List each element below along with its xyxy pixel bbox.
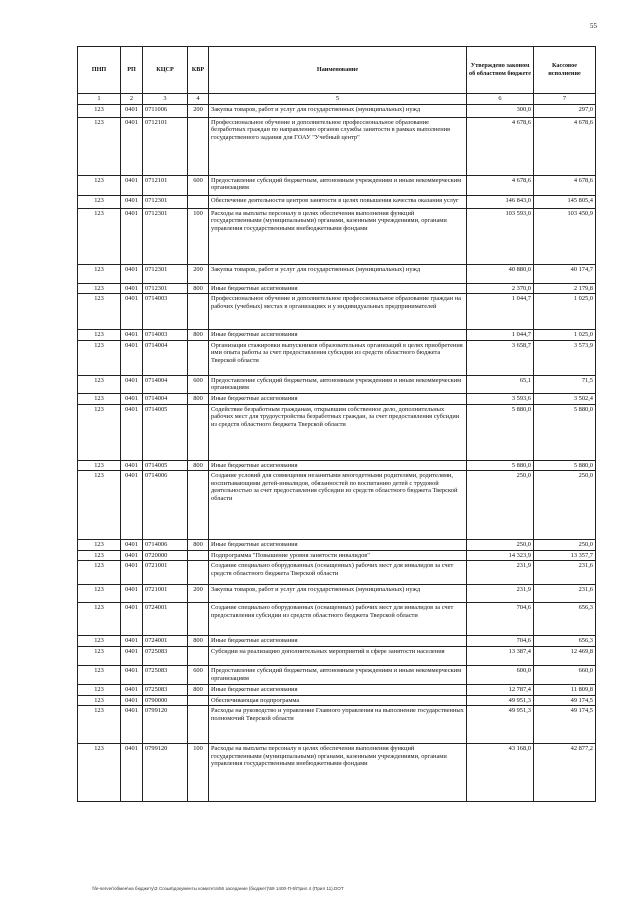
cell-kcsr: 0712301	[143, 208, 188, 264]
col-header-kcsr: КЦСР	[143, 47, 188, 94]
cell-cash: 5 880,0	[534, 404, 596, 460]
cell-name: Иные бюджетные ассигнования	[209, 684, 467, 695]
cell-cash: 250,0	[534, 471, 596, 540]
cell-cash: 660,0	[534, 665, 596, 684]
cell-pnp: 123	[78, 603, 121, 636]
table-row	[78, 603, 596, 636]
cell-kcsr: 0712301	[143, 264, 188, 283]
cell-cash: 4 678,6	[534, 175, 596, 195]
cell-rp: 0401	[121, 264, 143, 283]
cell-approved: 2 370,0	[467, 283, 534, 294]
cell-pnp: 123	[78, 471, 121, 540]
cell-approved: 5 880,0	[467, 404, 534, 460]
cell-approved: 704,6	[467, 603, 534, 636]
cell-cash: 49 174,5	[534, 695, 596, 706]
cell-pnp: 123	[78, 646, 121, 665]
cell-approved: 146 843,0	[467, 195, 534, 208]
cell-rp: 0401	[121, 393, 143, 404]
cell-name: Предоставление субсидий бюджетным, автономным учреждениям и иным некоммерческим организациям	[209, 665, 467, 684]
cell-name: Закупка товаров, работ и услуг для государственных (муниципальных) нужд	[209, 585, 467, 603]
cell-rp: 0401	[121, 744, 143, 802]
cell-kvr: 800	[188, 460, 209, 471]
cell-name: Предоставление субсидий бюджетным, автономным учреждениям и иным некоммерческим организациям	[209, 175, 467, 195]
table-row	[78, 706, 596, 744]
cell-rp: 0401	[121, 460, 143, 471]
cell-cash: 2 179,8	[534, 283, 596, 294]
col-number: 7	[534, 94, 596, 105]
cell-approved: 5 880,0	[467, 460, 534, 471]
cell-rp: 0401	[121, 706, 143, 744]
cell-name: Профессиональное обучение и дополнительное профессиональное образование безработных граждан по направлению органов службы занятости в рамках выполнения государственного задания для ГОАУ "Учебный центр"	[209, 117, 467, 175]
table-row	[78, 104, 596, 117]
cell-name: Закупка товаров, работ и услуг для государственных (муниципальных) нужд	[209, 104, 467, 117]
col-number: 6	[467, 94, 534, 105]
cell-pnp: 123	[78, 561, 121, 585]
cell-kvr	[188, 561, 209, 585]
cell-cash: 71,5	[534, 375, 596, 393]
cell-name: Иные бюджетные ассигнования	[209, 393, 467, 404]
cell-kcsr: 0721001	[143, 561, 188, 585]
cell-kcsr: 0712301	[143, 283, 188, 294]
cell-kvr: 200	[188, 104, 209, 117]
cell-cash: 145 805,4	[534, 195, 596, 208]
cell-rp: 0401	[121, 294, 143, 330]
cell-pnp: 123	[78, 375, 121, 393]
cell-name: Предоставление субсидий бюджетным, автономным учреждениям и иным некоммерческим организациям	[209, 375, 467, 393]
cell-pnp: 123	[78, 264, 121, 283]
cell-kvr: 800	[188, 283, 209, 294]
col-header-kvr: КВР	[188, 47, 209, 94]
cell-rp: 0401	[121, 665, 143, 684]
cell-kcsr: 0725083	[143, 665, 188, 684]
cell-pnp: 123	[78, 585, 121, 603]
col-header-pnp: ПНП	[78, 47, 121, 94]
table-row	[78, 195, 596, 208]
cell-kcsr: 0714006	[143, 471, 188, 540]
cell-kvr	[188, 550, 209, 561]
cell-name: Иные бюджетные ассигнования	[209, 283, 467, 294]
table-row	[78, 264, 596, 283]
cell-approved: 103 593,0	[467, 208, 534, 264]
cell-approved: 1 044,7	[467, 330, 534, 341]
cell-kcsr: 0714005	[143, 460, 188, 471]
table-row	[78, 375, 596, 393]
cell-kvr	[188, 404, 209, 460]
cell-pnp: 123	[78, 175, 121, 195]
cell-kvr	[188, 706, 209, 744]
cell-approved: 3 658,7	[467, 340, 534, 375]
cell-approved: 43 168,0	[467, 744, 534, 802]
cell-approved: 14 323,9	[467, 550, 534, 561]
cell-pnp: 123	[78, 208, 121, 264]
cell-kcsr: 0712301	[143, 195, 188, 208]
cell-rp: 0401	[121, 540, 143, 551]
cell-kvr	[188, 471, 209, 540]
cell-approved: 300,0	[467, 104, 534, 117]
cell-name: Расходы на выплаты персоналу в целях обеспечения выполнения функций государственными (муниципальными) органами, казенными учреждениями, органами управления государственными внебюджетными фондами	[209, 208, 467, 264]
cell-name: Иные бюджетные ассигнования	[209, 636, 467, 647]
cell-approved: 231,9	[467, 585, 534, 603]
col-number: 4	[188, 94, 209, 105]
cell-kvr: 800	[188, 684, 209, 695]
cell-name: Содействие безработным гражданам, открывшим собственное дело, дополнительных рабочих мест для трудоустройства безработных граждан, за счет предоставления субсидии из средств областного бюджета Тверской области	[209, 404, 467, 460]
cell-kvr: 200	[188, 264, 209, 283]
cell-name: Закупка товаров, работ и услуг для государственных (муниципальных) нужд	[209, 264, 467, 283]
table-row	[78, 117, 596, 175]
cell-rp: 0401	[121, 340, 143, 375]
col-number: 1	[78, 94, 121, 105]
cell-kcsr: 0714004	[143, 340, 188, 375]
col-header-rp: РП	[121, 47, 143, 94]
cell-cash: 297,0	[534, 104, 596, 117]
table-row	[78, 208, 596, 264]
cell-pnp: 123	[78, 665, 121, 684]
cell-kvr	[188, 695, 209, 706]
cell-kvr: 600	[188, 375, 209, 393]
cell-kcsr: 0712101	[143, 175, 188, 195]
cell-pnp: 123	[78, 706, 121, 744]
cell-name: Иные бюджетные ассигнования	[209, 330, 467, 341]
table-row	[78, 585, 596, 603]
cell-name: Создание условий для совмещения незанятыми многодетными родителями, родителями, воспитывающими детей-инвалидов, обязанностей по воспитанию детей с трудовой деятельностью за счет предоставления субсидии из средств областного бюджета Тверской области	[209, 471, 467, 540]
cell-approved: 231,9	[467, 561, 534, 585]
cell-kcsr: 0725083	[143, 684, 188, 695]
cell-approved: 49 951,3	[467, 706, 534, 744]
cell-name: Субсидии на реализацию дополнительных мероприятий в сфере занятости населения	[209, 646, 467, 665]
cell-kcsr: 0724001	[143, 636, 188, 647]
budget-table	[77, 46, 596, 802]
cell-pnp: 123	[78, 104, 121, 117]
cell-rp: 0401	[121, 283, 143, 294]
cell-cash: 49 174,5	[534, 706, 596, 744]
cell-kvr: 800	[188, 393, 209, 404]
cell-kcsr: 0714003	[143, 294, 188, 330]
cell-cash: 656,3	[534, 603, 596, 636]
cell-rp: 0401	[121, 695, 143, 706]
cell-kvr	[188, 117, 209, 175]
cell-rp: 0401	[121, 330, 143, 341]
cell-approved: 4 678,6	[467, 117, 534, 175]
cell-name: Иные бюджетные ассигнования	[209, 540, 467, 551]
cell-cash: 656,3	[534, 636, 596, 647]
cell-cash: 103 450,9	[534, 208, 596, 264]
cell-rp: 0401	[121, 561, 143, 585]
cell-kvr: 100	[188, 744, 209, 802]
cell-approved: 40 880,0	[467, 264, 534, 283]
cell-kcsr: 0714006	[143, 540, 188, 551]
cell-pnp: 123	[78, 340, 121, 375]
cell-pnp: 123	[78, 117, 121, 175]
cell-pnp: 123	[78, 684, 121, 695]
cell-kvr	[188, 294, 209, 330]
cell-cash: 231,6	[534, 585, 596, 603]
cell-cash: 3 502,4	[534, 393, 596, 404]
header-row	[78, 47, 596, 94]
cell-cash: 1 025,0	[534, 294, 596, 330]
cell-rp: 0401	[121, 636, 143, 647]
cell-kcsr: 0714003	[143, 330, 188, 341]
cell-pnp: 123	[78, 404, 121, 460]
cell-kvr: 600	[188, 175, 209, 195]
cell-kcsr: 0714004	[143, 375, 188, 393]
column-number-row	[78, 94, 596, 105]
cell-cash: 3 573,9	[534, 340, 596, 375]
cell-rp: 0401	[121, 175, 143, 195]
table-row	[78, 561, 596, 585]
table-row	[78, 283, 596, 294]
cell-kcsr: 0711006	[143, 104, 188, 117]
cell-name: Обеспечивающая подпрограмма	[209, 695, 467, 706]
cell-cash: 13 357,7	[534, 550, 596, 561]
cell-approved: 4 678,6	[467, 175, 534, 195]
cell-cash: 5 880,0	[534, 460, 596, 471]
cell-approved: 250,0	[467, 471, 534, 540]
cell-kvr: 100	[188, 208, 209, 264]
table-row	[78, 175, 596, 195]
col-number: 2	[121, 94, 143, 105]
cell-name: Расходы на руководство и управление Главного управления на выполнение государственных полномочий Тверской области	[209, 706, 467, 744]
cell-kvr	[188, 195, 209, 208]
col-number: 3	[143, 94, 188, 105]
cell-pnp: 123	[78, 460, 121, 471]
cell-rp: 0401	[121, 684, 143, 695]
cell-kvr: 800	[188, 540, 209, 551]
cell-pnp: 123	[78, 744, 121, 802]
cell-pnp: 123	[78, 283, 121, 294]
table-row	[78, 540, 596, 551]
cell-cash: 12 469,8	[534, 646, 596, 665]
cell-approved: 3 593,6	[467, 393, 534, 404]
cell-kvr: 200	[188, 585, 209, 603]
table-row	[78, 665, 596, 684]
col-header-approved: Утверждено законом об областном бюджете	[467, 47, 534, 94]
cell-name: Иные бюджетные ассигнования	[209, 460, 467, 471]
cell-approved: 704,6	[467, 636, 534, 647]
col-number: 5	[209, 94, 467, 105]
cell-kvr: 800	[188, 636, 209, 647]
cell-approved: 250,0	[467, 540, 534, 551]
cell-kcsr: 0720000	[143, 550, 188, 561]
table-row	[78, 744, 596, 802]
cell-kvr	[188, 603, 209, 636]
cell-cash: 4 678,6	[534, 117, 596, 175]
cell-rp: 0401	[121, 603, 143, 636]
cell-name: Обеспечение деятельности центров занятости в целях повышения качества оказания услуг	[209, 195, 467, 208]
cell-approved: 49 951,3	[467, 695, 534, 706]
table-row	[78, 684, 596, 695]
cell-approved: 12 787,4	[467, 684, 534, 695]
cell-name: Создание специально оборудованных (оснащенных) рабочих мест для инвалидов за счет предоставления субсидии из средств областного бюджета Тверской области	[209, 603, 467, 636]
cell-kcsr: 0799120	[143, 706, 188, 744]
cell-pnp: 123	[78, 540, 121, 551]
table-row	[78, 330, 596, 341]
cell-pnp: 123	[78, 550, 121, 561]
table-row	[78, 294, 596, 330]
cell-pnp: 123	[78, 195, 121, 208]
cell-cash: 40 174,7	[534, 264, 596, 283]
cell-kcsr: 0714004	[143, 393, 188, 404]
table-row	[78, 636, 596, 647]
cell-pnp: 123	[78, 695, 121, 706]
cell-rp: 0401	[121, 471, 143, 540]
table-row	[78, 460, 596, 471]
cell-cash: 231,6	[534, 561, 596, 585]
cell-pnp: 123	[78, 636, 121, 647]
cell-pnp: 123	[78, 330, 121, 341]
table-row	[78, 393, 596, 404]
cell-rp: 0401	[121, 208, 143, 264]
cell-kcsr: 0712101	[143, 117, 188, 175]
cell-kvr: 800	[188, 330, 209, 341]
cell-kcsr: 0790000	[143, 695, 188, 706]
cell-cash: 42 877,2	[534, 744, 596, 802]
cell-rp: 0401	[121, 550, 143, 561]
cell-rp: 0401	[121, 104, 143, 117]
cell-kcsr: 0725083	[143, 646, 188, 665]
cell-rp: 0401	[121, 646, 143, 665]
table-row	[78, 471, 596, 540]
table-row	[78, 404, 596, 460]
cell-name: Подпрограмма "Повышение уровня занятости инвалидов"	[209, 550, 467, 561]
cell-rp: 0401	[121, 585, 143, 603]
cell-cash: 11 809,8	[534, 684, 596, 695]
cell-rp: 0401	[121, 117, 143, 175]
table-row	[78, 646, 596, 665]
cell-name: Создание специально оборудованных (оснащенных) рабочих мест для инвалидов за счет средств областного бюджета Тверской области	[209, 561, 467, 585]
cell-name: Организация стажировки выпускников образовательных организаций в целях приобретения ими опыта работы за счет предоставления субсидии из средств областного бюджета Тверской области	[209, 340, 467, 375]
cell-kcsr: 0714005	[143, 404, 188, 460]
cell-approved: 65,1	[467, 375, 534, 393]
cell-cash: 250,0	[534, 540, 596, 551]
cell-kvr	[188, 646, 209, 665]
cell-kvr	[188, 340, 209, 375]
cell-rp: 0401	[121, 404, 143, 460]
page-number: 55	[590, 22, 597, 30]
cell-kcsr: 0799120	[143, 744, 188, 802]
table-row	[78, 340, 596, 375]
col-header-cash: Кассовое исполнение	[534, 47, 596, 94]
cell-pnp: 123	[78, 294, 121, 330]
table-row	[78, 695, 596, 706]
cell-name: Профессиональное обучение и дополнительное профессиональное образование граждан на рабочих (учебных) местах в организациях и у индивидуальных предпринимателей	[209, 294, 467, 330]
table-row	[78, 550, 596, 561]
cell-cash: 1 025,0	[534, 330, 596, 341]
cell-kcsr: 0724001	[143, 603, 188, 636]
cell-approved: 600,0	[467, 665, 534, 684]
cell-rp: 0401	[121, 375, 143, 393]
file-path-footer: \\fe-server\обмен\на бюджету\З Созыв\документы комитета\56 заседание (бюджет)\59 1400-П-5\Прил 4 (Прил 11).DOT	[92, 886, 344, 891]
cell-approved: 1 044,7	[467, 294, 534, 330]
cell-name: Расходы на выплаты персоналу в целях обеспечения выполнения функций государственными (муниципальными) органами, казенными учреждениями, органами управления государственными внебюджетными фондами	[209, 744, 467, 802]
col-header-name: Наименование	[209, 47, 467, 94]
cell-approved: 13 387,4	[467, 646, 534, 665]
cell-rp: 0401	[121, 195, 143, 208]
cell-pnp: 123	[78, 393, 121, 404]
table-body	[78, 104, 596, 802]
cell-kvr: 600	[188, 665, 209, 684]
cell-kcsr: 0721001	[143, 585, 188, 603]
